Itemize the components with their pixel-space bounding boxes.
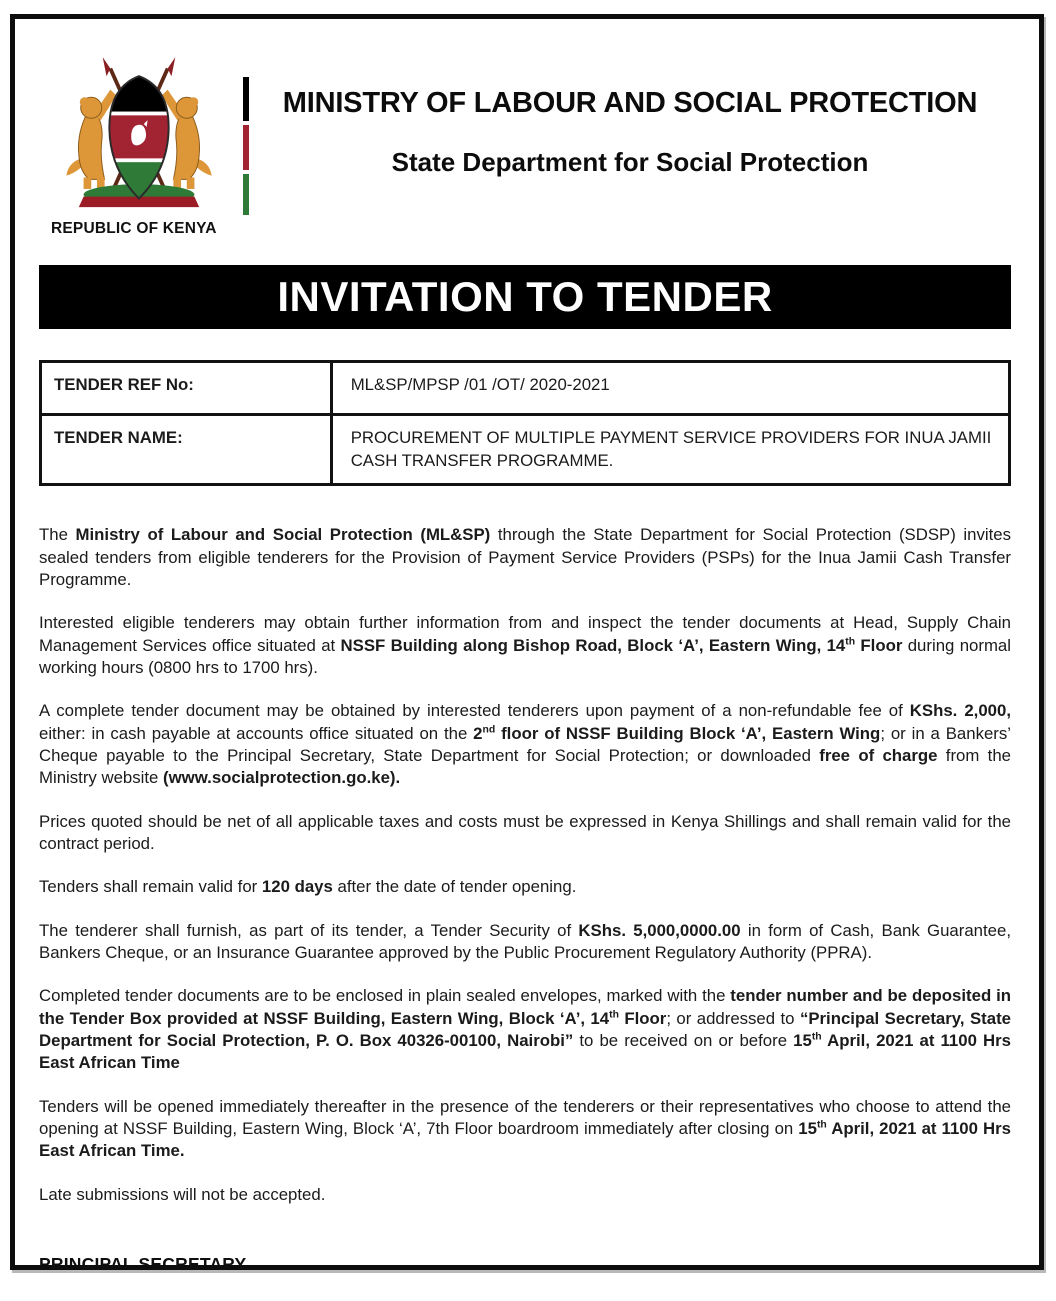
paragraph: Completed tender documents are to be enclosed in plain sealed envelopes, marked with the tender number and be deposited in the Tender Box provided at NSSF Building, Eastern Wing, Block ‘A’, 14th Floor; or addressed to “Principal Secretary, State Department for Social Protection, P. O. Box 40326-00100, Nairobi” to be received on or before 15th April, 2021 at 1100 Hrs East African Time [39, 986, 1012, 1073]
tender-name-value: PROCUREMENT OF MULTIPLE PAYMENT SERVICE PROVIDERS FOR INUA JAMII CASH TRANSFER PROGRAMME. [331, 415, 1009, 485]
paragraph: Prices quoted should be net of all applicable taxes and costs must be expressed in Kenya Shillings and shall remain valid for the contract period. [39, 811, 1011, 853]
paragraph: The tenderer shall furnish, as part of its tender, a Tender Security of KShs. 5,000,0000.00 in form of Cash, Bank Guarantee, Bankers Cheque, or an Insurance Guarantee approved by the Public Procurement Regulatory Authority (PPRA). [39, 920, 1011, 962]
header [49, 55, 1011, 238]
paragraph: A complete tender document may be obtained by interested tenderers upon payment of a non-refundable fee of KShs. 2,000, either: in cash payable at accounts office situated on the 2nd floor of NSSF Building Block ‘A’, Eastern Wing; or in a Bankers’ Cheque payable to the Principal Secretary, State Department for Social Protection; or downloaded free of charge from the Ministry website (www.socialprotection.go.ke). [39, 701, 1011, 788]
body-paragraphs [39, 524, 1011, 1206]
republic-of-kenya-caption: REPUBLIC OF KENYA [51, 220, 217, 237]
lion-icon [162, 90, 212, 189]
invitation-banner [39, 265, 1011, 329]
paragraph: Late submissions will not be accepted. [39, 1184, 326, 1204]
paragraph: The Ministry of Labour and Social Protection (ML&SP) through the State Department for Social Protection (SDSP) invites sealed tenders from eligible tenderers for the Provision of Payment Service Providers (PSPs) for the Inua Jamii Cash Transfer Programme. [39, 525, 1011, 589]
department-subtitle: State Department for Social Protection [391, 147, 869, 177]
flag-green-segment [243, 174, 249, 215]
tender-info-table [39, 360, 1011, 486]
table-row [41, 362, 1010, 415]
page-frame [10, 14, 1044, 1274]
signature-title: PRINCIPAL SECRETARY [39, 1253, 247, 1274]
paragraph: Interested eligible tenderers may obtain further information from and inspect the tender documents at Head, Supply Chain Management Services office situated at NSSF Building along Bishop Road, Block ‘A’, Eastern Wing, 14th Floor during normal working hours (0800 hrs to 1700 hrs). [39, 613, 1011, 677]
tender-ref-value: ML&SP/MPSP /01 /OT/ 2020-2021 [331, 362, 1009, 415]
header-titles [249, 55, 1011, 178]
tender-name-label: TENDER NAME: [41, 415, 332, 485]
table-row [41, 415, 1010, 485]
ministry-title: MINISTRY OF LABOUR AND SOCIAL PROTECTION [282, 87, 978, 119]
paragraph: Tenders will be opened immediately thereafter in the presence of the tenderers or their representatives who choose to attend the opening at NSSF Building, Eastern Wing, Block ‘A’, 7th Floor boardroom immediately after closing on 15th April, 2021 at 1100 Hrs East African Time. [39, 1096, 1011, 1161]
banner-title: INVITATION TO TENDER [277, 273, 773, 320]
lion-icon [66, 90, 116, 189]
page-content [15, 55, 1039, 1275]
paragraph: Tenders shall remain valid for 120 days after the date of tender opening. [39, 877, 577, 897]
tender-ref-label: TENDER REF No: [41, 362, 332, 415]
kenya-coat-of-arms-icon [53, 55, 225, 213]
kenya-coat-of-arms-logo [49, 55, 229, 238]
